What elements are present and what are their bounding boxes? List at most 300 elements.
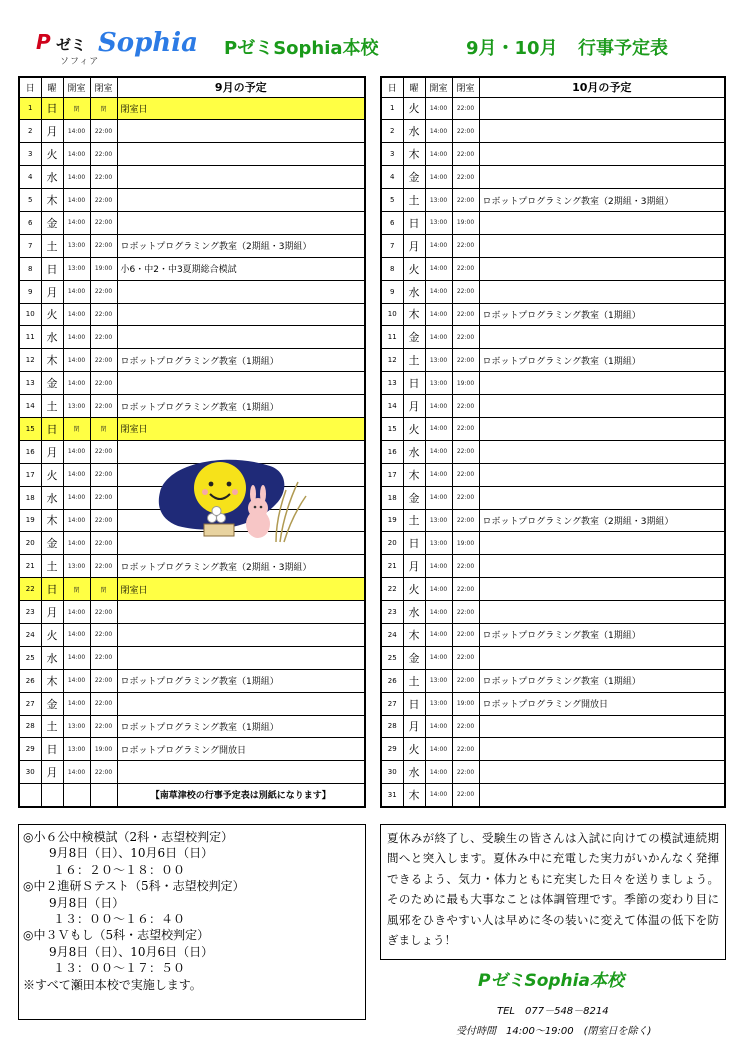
open-time-cell: 14:00 bbox=[425, 303, 452, 326]
event-cell bbox=[479, 555, 725, 578]
table-row bbox=[19, 280, 365, 303]
weekday-cell: 月 bbox=[41, 761, 63, 784]
table-row bbox=[381, 761, 725, 784]
event-cell bbox=[117, 280, 365, 303]
day-cell: 14 bbox=[19, 395, 41, 418]
close-time-cell: 19:00 bbox=[90, 738, 117, 761]
table-row bbox=[381, 715, 725, 738]
event-cell bbox=[117, 601, 365, 624]
school-title: PゼミSophia本校 bbox=[224, 38, 379, 59]
close-time-cell: 22:00 bbox=[452, 349, 479, 372]
footer-tel: TEL 077－548－8214 bbox=[497, 1006, 609, 1017]
open-time-cell: 14:00 bbox=[425, 601, 452, 624]
close-time-cell: 22:00 bbox=[452, 578, 479, 601]
table-row bbox=[381, 143, 725, 166]
close-time-cell: 22:00 bbox=[90, 303, 117, 326]
day-cell: 26 bbox=[19, 669, 41, 692]
day-cell: 13 bbox=[19, 372, 41, 395]
open-time-cell: 14:00 bbox=[63, 120, 90, 143]
table-row bbox=[381, 349, 725, 372]
close-time-cell: 22:00 bbox=[452, 715, 479, 738]
close-time-cell: 22:00 bbox=[90, 395, 117, 418]
event-cell: ロボットプログラミング教室（1期組） bbox=[117, 395, 365, 418]
open-time-cell: 14:00 bbox=[63, 761, 90, 784]
close-time-cell: 22:00 bbox=[90, 509, 117, 532]
footer-school-name: PゼミSophia本校 bbox=[478, 971, 624, 991]
close-time-cell: 22:00 bbox=[452, 417, 479, 440]
open-time-cell: 14:00 bbox=[63, 532, 90, 555]
event-cell: ロボットプログラミング教室（2期組・3期組） bbox=[479, 509, 725, 532]
open-time-cell: 14:00 bbox=[63, 372, 90, 395]
weekday-cell: 木 bbox=[403, 463, 425, 486]
day-cell: 29 bbox=[19, 738, 41, 761]
table-row bbox=[19, 669, 365, 692]
open-time-cell: 14:00 bbox=[425, 784, 452, 807]
day-cell: 7 bbox=[19, 234, 41, 257]
close-time-cell: 22:00 bbox=[90, 211, 117, 234]
table-row bbox=[19, 738, 365, 761]
weekday-cell: 木 bbox=[41, 349, 63, 372]
event-cell bbox=[479, 486, 725, 509]
day-cell: 14 bbox=[381, 395, 403, 418]
close-time-cell: 19:00 bbox=[452, 532, 479, 555]
empty-cell bbox=[19, 784, 41, 807]
day-cell: 31 bbox=[381, 784, 403, 807]
table-row bbox=[381, 463, 725, 486]
exam-schedule-box bbox=[18, 824, 366, 1020]
table-header-row bbox=[381, 77, 725, 97]
open-time-cell: 14:00 bbox=[63, 143, 90, 166]
close-time-cell: 22:00 bbox=[452, 784, 479, 807]
event-cell bbox=[479, 417, 725, 440]
close-time-cell: 22:00 bbox=[452, 189, 479, 212]
day-cell: 10 bbox=[19, 303, 41, 326]
day-cell: 28 bbox=[381, 715, 403, 738]
event-cell bbox=[479, 715, 725, 738]
open-time-cell: 14:00 bbox=[63, 211, 90, 234]
open-time-cell: 13:00 bbox=[425, 669, 452, 692]
open-time-cell: 14:00 bbox=[425, 280, 452, 303]
weekday-cell: 火 bbox=[41, 143, 63, 166]
day-cell: 23 bbox=[19, 601, 41, 624]
event-cell: ロボットプログラミング教室（1期組） bbox=[117, 715, 365, 738]
event-cell bbox=[479, 601, 725, 624]
header-weekday: 曜 bbox=[41, 77, 63, 97]
table-row bbox=[381, 97, 725, 120]
open-time-cell: 14:00 bbox=[63, 601, 90, 624]
weekday-cell: 月 bbox=[41, 440, 63, 463]
weekday-cell: 金 bbox=[403, 326, 425, 349]
open-time-cell: 14:00 bbox=[63, 326, 90, 349]
open-time-cell: 13:00 bbox=[63, 715, 90, 738]
close-time-cell: 22:00 bbox=[90, 669, 117, 692]
day-cell: 30 bbox=[381, 761, 403, 784]
weekday-cell: 日 bbox=[41, 738, 63, 761]
moon-viewing-illustration bbox=[158, 452, 308, 548]
open-time-cell: 14:00 bbox=[63, 189, 90, 212]
open-time-cell: 14:00 bbox=[425, 417, 452, 440]
event-cell bbox=[479, 578, 725, 601]
event-cell bbox=[117, 166, 365, 189]
weekday-cell: 火 bbox=[403, 417, 425, 440]
day-cell: 17 bbox=[19, 463, 41, 486]
event-cell bbox=[479, 143, 725, 166]
moon-cheek-right bbox=[232, 489, 238, 495]
logo-zemi: ゼミ bbox=[56, 36, 87, 54]
event-cell bbox=[117, 623, 365, 646]
close-time-cell: 22:00 bbox=[90, 463, 117, 486]
weekday-cell: 金 bbox=[41, 532, 63, 555]
event-cell bbox=[117, 120, 365, 143]
branch-note: 【南草津校の行事予定表は別紙になります】 bbox=[117, 784, 365, 807]
weekday-cell: 土 bbox=[41, 395, 63, 418]
weekday-cell: 木 bbox=[403, 143, 425, 166]
table-row bbox=[381, 486, 725, 509]
weekday-cell: 火 bbox=[41, 623, 63, 646]
moon-eye-right bbox=[227, 482, 232, 487]
moon-face bbox=[194, 462, 246, 514]
day-cell: 17 bbox=[381, 463, 403, 486]
table-row bbox=[19, 761, 365, 784]
moon-eye-left bbox=[209, 482, 214, 487]
open-time-cell: 閉 bbox=[63, 578, 90, 601]
day-cell: 21 bbox=[381, 555, 403, 578]
close-time-cell: 閉 bbox=[90, 97, 117, 120]
header-plan: 10月の予定 bbox=[479, 77, 725, 97]
weekday-cell: 火 bbox=[403, 578, 425, 601]
exam-line: １３：００～１７：５０ bbox=[53, 961, 186, 976]
day-cell: 15 bbox=[381, 417, 403, 440]
open-time-cell: 13:00 bbox=[425, 372, 452, 395]
close-time-cell: 閉 bbox=[90, 578, 117, 601]
day-cell: 15 bbox=[19, 417, 41, 440]
open-time-cell: 13:00 bbox=[425, 692, 452, 715]
table-row bbox=[19, 372, 365, 395]
logo-kana: ソフィア bbox=[60, 57, 100, 67]
day-cell: 27 bbox=[381, 692, 403, 715]
close-time-cell: 22:00 bbox=[452, 509, 479, 532]
day-cell: 24 bbox=[19, 623, 41, 646]
close-time-cell: 22:00 bbox=[90, 120, 117, 143]
weekday-cell: 水 bbox=[41, 326, 63, 349]
table-row bbox=[19, 715, 365, 738]
event-cell: ロボットプログラミング開放日 bbox=[117, 738, 365, 761]
event-cell bbox=[479, 761, 725, 784]
close-time-cell: 22:00 bbox=[452, 486, 479, 509]
close-time-cell: 22:00 bbox=[90, 166, 117, 189]
day-cell: 18 bbox=[19, 486, 41, 509]
day-cell: 1 bbox=[19, 97, 41, 120]
close-time-cell: 19:00 bbox=[452, 211, 479, 234]
day-cell: 5 bbox=[381, 189, 403, 212]
weekday-cell: 土 bbox=[403, 509, 425, 532]
day-cell: 25 bbox=[19, 646, 41, 669]
event-cell bbox=[479, 738, 725, 761]
open-time-cell: 14:00 bbox=[425, 326, 452, 349]
weekday-cell: 木 bbox=[41, 669, 63, 692]
close-time-cell: 22:00 bbox=[452, 120, 479, 143]
exam-line: 9月8日（日）、10月6日（日） bbox=[49, 944, 214, 959]
exam-line: ※すべて瀬田本校で実施します。 bbox=[23, 977, 202, 992]
table-row bbox=[381, 646, 725, 669]
close-time-cell: 22:00 bbox=[90, 761, 117, 784]
weekday-cell: 金 bbox=[403, 646, 425, 669]
weekday-cell: 日 bbox=[41, 257, 63, 280]
weekday-cell: 日 bbox=[41, 578, 63, 601]
day-cell: 22 bbox=[19, 578, 41, 601]
open-time-cell: 14:00 bbox=[425, 486, 452, 509]
weekday-cell: 日 bbox=[41, 97, 63, 120]
open-time-cell: 14:00 bbox=[63, 486, 90, 509]
close-time-cell: 22:00 bbox=[452, 440, 479, 463]
open-time-cell: 14:00 bbox=[63, 509, 90, 532]
day-cell: 25 bbox=[381, 646, 403, 669]
close-time-cell: 22:00 bbox=[452, 555, 479, 578]
event-cell bbox=[117, 761, 365, 784]
weekday-cell: 月 bbox=[41, 280, 63, 303]
open-time-cell: 閉 bbox=[63, 97, 90, 120]
table-row bbox=[381, 395, 725, 418]
event-cell bbox=[479, 395, 725, 418]
day-cell: 16 bbox=[19, 440, 41, 463]
event-cell bbox=[479, 97, 725, 120]
table-row bbox=[19, 189, 365, 212]
table-row bbox=[19, 143, 365, 166]
event-cell: ロボットプログラミング教室（1期組） bbox=[479, 349, 725, 372]
table-row bbox=[381, 784, 725, 807]
table-row bbox=[381, 417, 725, 440]
logo-p: P bbox=[36, 30, 51, 54]
close-time-cell: 22:00 bbox=[452, 395, 479, 418]
open-time-cell: 14:00 bbox=[425, 97, 452, 120]
day-cell: 6 bbox=[19, 211, 41, 234]
open-time-cell: 14:00 bbox=[425, 555, 452, 578]
table-row bbox=[381, 211, 725, 234]
event-cell bbox=[479, 646, 725, 669]
table-row bbox=[381, 532, 725, 555]
day-cell: 23 bbox=[381, 601, 403, 624]
day-cell: 3 bbox=[381, 143, 403, 166]
day-cell: 8 bbox=[381, 257, 403, 280]
day-cell: 24 bbox=[381, 623, 403, 646]
header-day: 日 bbox=[19, 77, 41, 97]
weekday-cell: 木 bbox=[41, 509, 63, 532]
table-row bbox=[19, 120, 365, 143]
weekday-cell: 木 bbox=[41, 189, 63, 212]
day-cell: 30 bbox=[19, 761, 41, 784]
weekday-cell: 土 bbox=[41, 715, 63, 738]
event-cell: ロボットプログラミング教室（1期組） bbox=[479, 303, 725, 326]
table-row bbox=[19, 623, 365, 646]
weekday-cell: 火 bbox=[41, 463, 63, 486]
close-time-cell: 19:00 bbox=[452, 372, 479, 395]
open-time-cell: 14:00 bbox=[63, 646, 90, 669]
weekday-cell: 木 bbox=[403, 623, 425, 646]
open-time-cell: 13:00 bbox=[425, 189, 452, 212]
october-rows bbox=[381, 97, 725, 807]
event-cell bbox=[479, 211, 725, 234]
table-row bbox=[381, 692, 725, 715]
open-time-cell: 14:00 bbox=[63, 669, 90, 692]
close-time-cell: 22:00 bbox=[452, 463, 479, 486]
weekday-cell: 土 bbox=[403, 349, 425, 372]
event-cell bbox=[117, 326, 365, 349]
open-time-cell: 14:00 bbox=[425, 715, 452, 738]
weekday-cell: 日 bbox=[41, 417, 63, 440]
close-time-cell: 19:00 bbox=[452, 692, 479, 715]
header-open: 開室 bbox=[63, 77, 90, 97]
close-time-cell: 22:00 bbox=[452, 143, 479, 166]
open-time-cell: 閉 bbox=[63, 417, 90, 440]
open-time-cell: 14:00 bbox=[63, 440, 90, 463]
page-header bbox=[0, 0, 750, 72]
exam-line: ◎中２進研Ｓテスト（5科・志望校判定） bbox=[23, 879, 245, 894]
weekday-cell: 金 bbox=[41, 211, 63, 234]
weekday-cell: 日 bbox=[403, 532, 425, 555]
weekday-cell: 月 bbox=[403, 395, 425, 418]
empty-cell bbox=[41, 784, 63, 807]
event-cell: ロボットプログラミング教室（2期組・3期組） bbox=[117, 234, 365, 257]
open-time-cell: 13:00 bbox=[63, 234, 90, 257]
close-time-cell: 22:00 bbox=[452, 623, 479, 646]
open-time-cell: 14:00 bbox=[63, 623, 90, 646]
table-row bbox=[381, 669, 725, 692]
close-time-cell: 22:00 bbox=[452, 738, 479, 761]
moon-cheek-left bbox=[202, 489, 208, 495]
event-cell: 閉室日 bbox=[117, 578, 365, 601]
logo-sophia: Sophia bbox=[98, 28, 198, 58]
event-cell bbox=[117, 143, 365, 166]
event-cell: ロボットプログラミング開放日 bbox=[479, 692, 725, 715]
open-time-cell: 13:00 bbox=[63, 257, 90, 280]
open-time-cell: 14:00 bbox=[425, 623, 452, 646]
open-time-cell: 14:00 bbox=[63, 463, 90, 486]
table-row bbox=[381, 234, 725, 257]
header-close: 閉室 bbox=[452, 77, 479, 97]
open-time-cell: 14:00 bbox=[425, 234, 452, 257]
event-cell bbox=[479, 463, 725, 486]
table-row bbox=[381, 257, 725, 280]
day-cell: 29 bbox=[381, 738, 403, 761]
table-row bbox=[381, 623, 725, 646]
exam-line: 9月8日（日） bbox=[49, 895, 125, 910]
event-cell bbox=[117, 692, 365, 715]
open-time-cell: 14:00 bbox=[425, 440, 452, 463]
close-time-cell: 22:00 bbox=[452, 166, 479, 189]
event-cell bbox=[117, 189, 365, 212]
table-row bbox=[19, 166, 365, 189]
weekday-cell: 金 bbox=[403, 166, 425, 189]
table-row bbox=[381, 120, 725, 143]
day-cell: 16 bbox=[381, 440, 403, 463]
open-time-cell: 14:00 bbox=[425, 166, 452, 189]
event-cell bbox=[479, 440, 725, 463]
table-row bbox=[381, 509, 725, 532]
weekday-cell: 金 bbox=[41, 692, 63, 715]
day-cell: 10 bbox=[381, 303, 403, 326]
weekday-cell: 土 bbox=[41, 234, 63, 257]
weekday-cell: 水 bbox=[403, 761, 425, 784]
table-row bbox=[19, 395, 365, 418]
event-cell: ロボットプログラミング教室（1期組） bbox=[479, 623, 725, 646]
close-time-cell: 22:00 bbox=[90, 189, 117, 212]
day-cell: 2 bbox=[381, 120, 403, 143]
table-row bbox=[19, 234, 365, 257]
day-cell: 12 bbox=[19, 349, 41, 372]
event-cell bbox=[479, 532, 725, 555]
open-time-cell: 14:00 bbox=[63, 280, 90, 303]
event-cell: ロボットプログラミング教室（1期組） bbox=[117, 669, 365, 692]
event-cell bbox=[479, 326, 725, 349]
table-row bbox=[381, 372, 725, 395]
open-time-cell: 14:00 bbox=[425, 143, 452, 166]
close-time-cell: 22:00 bbox=[452, 257, 479, 280]
exam-line: ◎小６公中検模試（2科・志望校判定） bbox=[23, 830, 234, 844]
day-cell: 20 bbox=[19, 532, 41, 555]
close-time-cell: 22:00 bbox=[452, 303, 479, 326]
event-cell bbox=[479, 372, 725, 395]
day-cell: 5 bbox=[19, 189, 41, 212]
day-cell: 27 bbox=[19, 692, 41, 715]
table-row bbox=[19, 303, 365, 326]
event-cell bbox=[479, 166, 725, 189]
day-cell: 22 bbox=[381, 578, 403, 601]
day-cell: 4 bbox=[19, 166, 41, 189]
table-header-row bbox=[19, 77, 365, 97]
table-row bbox=[19, 578, 365, 601]
close-time-cell: 22:00 bbox=[90, 234, 117, 257]
table-row bbox=[381, 326, 725, 349]
month-title: 9月・10月 bbox=[466, 38, 558, 59]
close-time-cell: 22:00 bbox=[90, 349, 117, 372]
close-time-cell: 22:00 bbox=[90, 646, 117, 669]
weekday-cell: 月 bbox=[403, 555, 425, 578]
empty-cell bbox=[63, 784, 90, 807]
open-time-cell: 14:00 bbox=[425, 395, 452, 418]
table-row bbox=[19, 555, 365, 578]
day-cell: 21 bbox=[19, 555, 41, 578]
weekday-cell: 日 bbox=[403, 692, 425, 715]
day-cell: 2 bbox=[19, 120, 41, 143]
open-time-cell: 14:00 bbox=[425, 646, 452, 669]
event-cell bbox=[117, 372, 365, 395]
weekday-cell: 日 bbox=[403, 211, 425, 234]
header-day: 日 bbox=[381, 77, 403, 97]
day-cell: 9 bbox=[19, 280, 41, 303]
weekday-cell: 木 bbox=[403, 784, 425, 807]
weekday-cell: 月 bbox=[41, 120, 63, 143]
header-open: 開室 bbox=[425, 77, 452, 97]
day-cell: 7 bbox=[381, 234, 403, 257]
open-time-cell: 14:00 bbox=[425, 257, 452, 280]
open-time-cell: 14:00 bbox=[63, 166, 90, 189]
weekday-cell: 月 bbox=[41, 601, 63, 624]
event-cell: 小6・中2・中3夏期総合模試 bbox=[117, 257, 365, 280]
open-time-cell: 14:00 bbox=[425, 578, 452, 601]
weekday-cell: 水 bbox=[41, 166, 63, 189]
close-time-cell: 22:00 bbox=[452, 601, 479, 624]
open-time-cell: 14:00 bbox=[63, 349, 90, 372]
day-cell: 13 bbox=[381, 372, 403, 395]
close-time-cell: 22:00 bbox=[452, 280, 479, 303]
weekday-cell: 火 bbox=[403, 257, 425, 280]
weekday-cell: 水 bbox=[403, 440, 425, 463]
weekday-cell: 水 bbox=[403, 601, 425, 624]
day-cell: 20 bbox=[381, 532, 403, 555]
close-time-cell: 22:00 bbox=[90, 143, 117, 166]
event-cell bbox=[479, 784, 725, 807]
table-row bbox=[381, 601, 725, 624]
